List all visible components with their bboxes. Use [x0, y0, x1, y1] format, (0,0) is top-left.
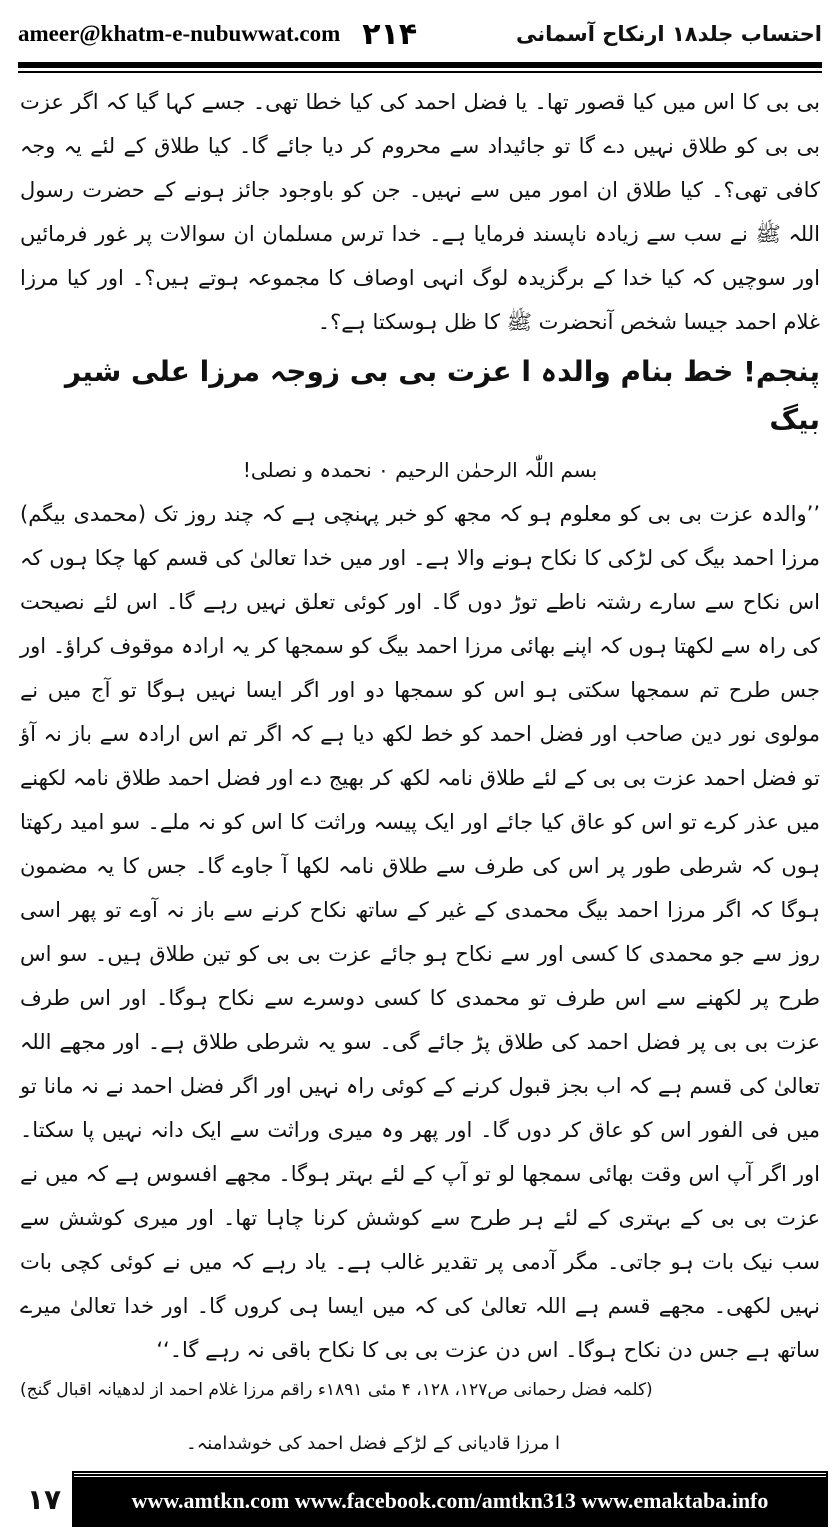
header-page-number: ۲۱۴ — [362, 16, 418, 52]
page-header — [18, 8, 822, 60]
section-heading: پنجم! خط بنام والدہ ا عزت بی بی زوجہ مرزا علی شیر بیگ — [64, 355, 820, 436]
header-rule-thick — [18, 62, 822, 68]
intro-paragraph: بی بی کا اس میں کیا قصور تھا۔ یا فضل احمد کی کیا خطا تھی۔ جسے کہا گیا کہ اگر عزت بی بی کو طلاق نہیں دے گا تو جائیداد سے محروم کر دیا جائے گا۔ کیا طلاق کے لئے یہ وجہ کافی تھی؟۔ کیا طلاق ان امور میں سے نہیں۔ جن کو باوجود جائز ہونے کے حضرت رسول اللہ ﷺ نے سب سے زیادہ ناپسند فرمایا ہے۔ خدا ترس مسلمان ان سوالات پر غور فرمائیں اور سوچیں کہ کیا خدا کے برگزیدہ لوگ انہی اوصاف کا مجموعہ ہوتے ہیں؟۔ اور کیا مرزا غلام احمد جیسا شخص آنحضرت ﷺ کا ظل ہوسکتا ہے؟۔ — [20, 90, 820, 334]
header-rule-thin — [18, 71, 822, 73]
header-left — [18, 17, 417, 52]
footnote: ا مرزا قادیانی کے لڑکے فضل احمد کی خوشدامنہ۔ — [186, 1433, 560, 1454]
bismillah-line: بسم اللّٰہ الرحمٰن الرحیم ۰ نحمدہ و نصلی! — [242, 458, 598, 482]
footer-page-number: ۱۷ — [26, 1482, 62, 1516]
header-email: ameer@khatm-e-nubuwwat.com — [18, 21, 341, 46]
letter-body: ’’والدہ عزت بی بی کو معلوم ہو کہ مجھ کو خبر پہنچی ہے کہ چند روز تک (محمدی بیگم) مرزا احمد بیگ کی لڑکی کا نکاح ہونے والا ہے۔ اور میں خدا تعالیٰ کی قسم کھا چکا ہوں کہ اس نکاح سے سارے رشتہ ناطے توڑ دوں گا۔ اور کوئی تعلق نہیں رہے گا۔ اس لئے نصیحت کی راہ سے لکھتا ہوں کہ اپنے بھائی مرزا احمد بیگ کو سمجھا کر یہ ارادہ موقوف کراؤ۔ اور جس طرح تم سمجھا سکتی ہو اس کو سمجھا دو اور اگر ایسا نہیں ہوگا تو آج میں نے مولوی نور دین صاحب اور فضل احمد کو خط لکھ دیا ہے کہ اگر تم اس ارادہ سے باز نہ آؤ تو فضل احمد عزت بی بی کے لئے طلاق نامہ لکھ کر بھیج دے اور فضل احمد طلاق نامہ لکھنے میں عذر کرے تو اس کو عاق کیا جائے اور ایک پیسہ وراثت کا اس کو نہ ملے۔ سو امید رکھتا ہوں کہ شرطی طور پر اس کی طرف سے طلاق نامہ لکھا آ جاوے گا۔ جس کا یہ مضمون ہوگا کہ اگر مرزا احمد بیگ محمدی کے غیر کے ساتھ نکاح کرنے سے باز نہ آوے تو پھر اسی روز سے جو محمدی کا کسی اور سے نکاح ہو جائے عزت بی بی کو تین طلاق ہیں۔ سو اس طرح پر لکھنے سے اس طرف تو محمدی کا کسی دوسرے سے نکاح ہوگا۔ اور اس طرف عزت بی بی پر فضل احمد کی طلاق پڑ جائے گی۔ سو یہ شرطی طلاق ہے۔ اور مجھے اللہ تعالیٰ کی قسم ہے کہ اب بجز قبول کرنے کے کوئی راہ نہیں اور اگر فضل احمد نے نہ مانا تو میں فی الفور اس کو عاق کر دوں گا۔ اور پھر وہ میری وراثت سے ایک دانہ نہیں پا سکتا۔ اور اگر آپ اس وقت بھائی سمجھا لو تو آپ کے لئے بہتر ہوگا۔ مجھے افسوس ہے کہ میں نے عزت بی بی کے بہتری کے لئے ہر طرح سے کوشش کرنا چاہا تھا۔ اور میری کوشش سے سب نیک بات ہو جاتی۔ مگر آدمی پر تقدیر غالب ہے۔ یاد رہے کہ میں نے کوئی کچی بات نہیں لکھی۔ مجھے قسم ہے اللہ تعالیٰ کی کہ میں ایسا ہی کروں گا۔ اور خدا تعالیٰ میرے ساتھ ہے جس دن نکاح ہوگا۔ اس دن عزت بی بی کا نکاح باقی نہ رہے گا۔‘‘ — [20, 502, 820, 1362]
page-footer — [14, 1470, 826, 1528]
citation: (کلمہ فضل رحمانی ص۱۲۷، ۱۲۸، ۴ مئی ۱۸۹۱ء راقم مرزا غلام احمد از لدھیانہ اقبال گنج) — [20, 1380, 653, 1400]
page-body — [20, 80, 820, 1460]
footer-links: www.amtkn.com www.facebook.com/amtkn313 www.emaktaba.info — [74, 1473, 826, 1525]
header-book-title: احتساب جلد۱۸ ارنکاح آسمانی — [515, 22, 822, 46]
